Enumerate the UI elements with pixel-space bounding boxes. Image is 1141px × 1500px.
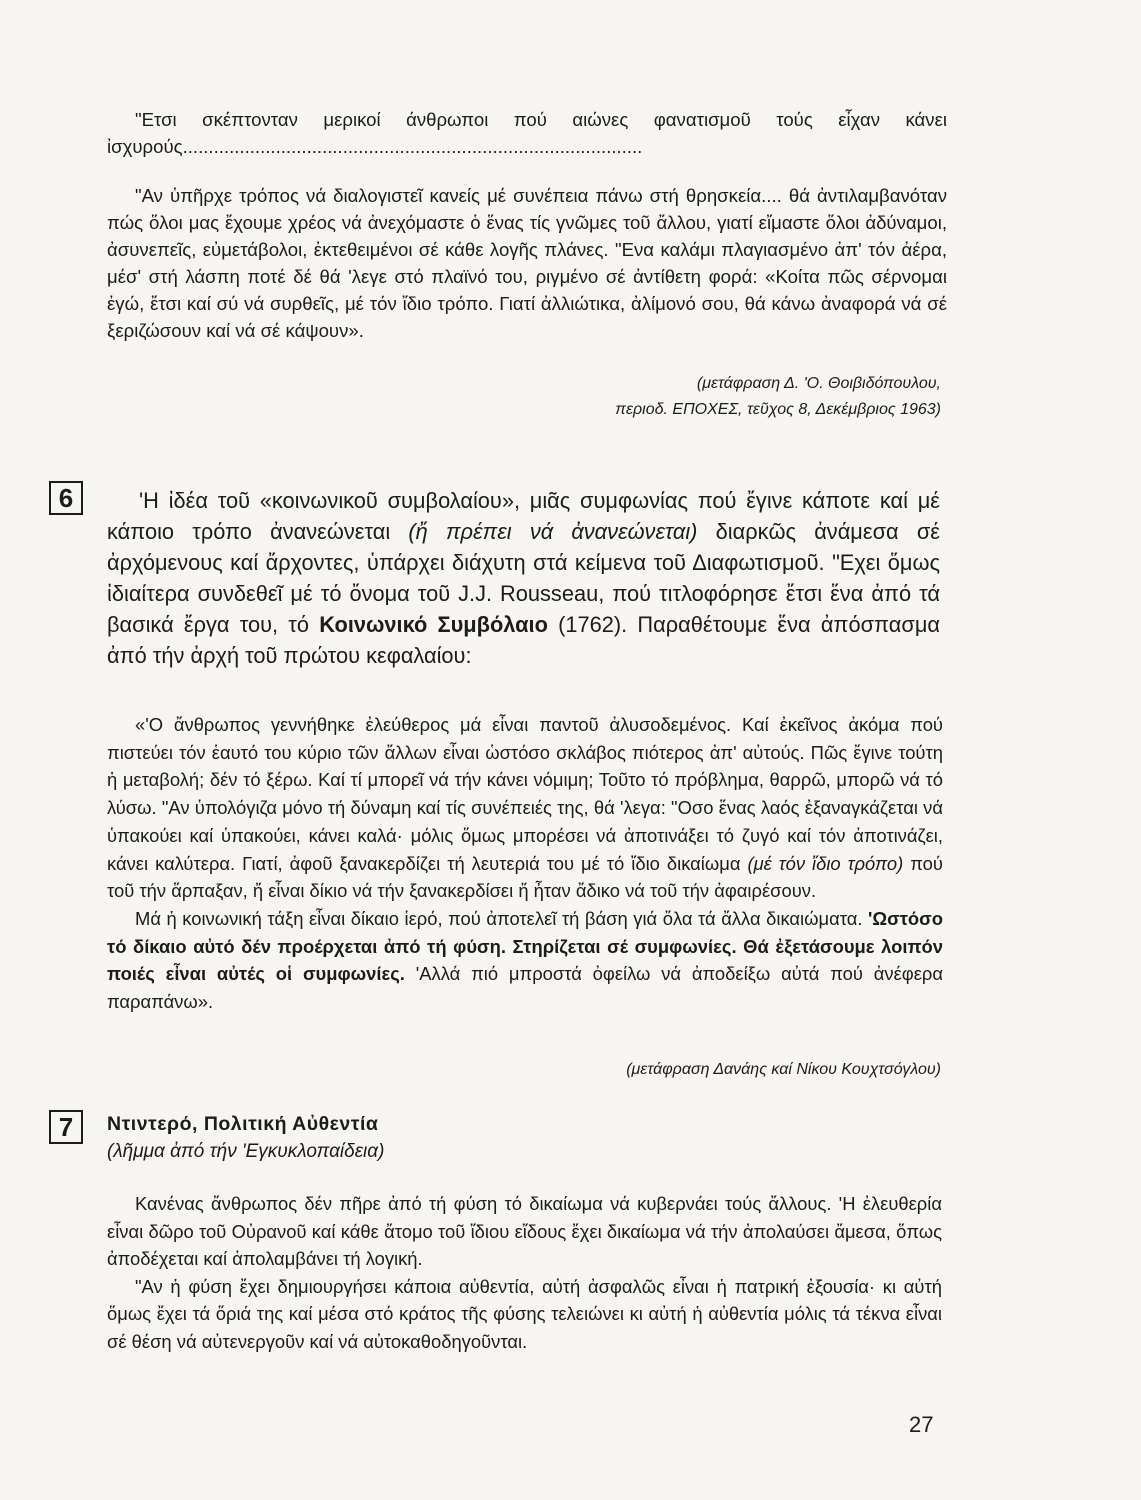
- rousseau-quote: [107, 711, 943, 1016]
- section-6-text-c: διαρκῶς ἀνάμεσα σέ ἀρχόμενους καί ἄρχοντες, ὑπάρχει διάχυτη στά κείμενα τοῦ Διαφωτισμοῦ. "Εχει ὅμως ἰδιαίτερα συνδεθεῖ μέ τό ὄνομα τοῦ J.J. Rousseau, πού τιτλοφόρησε ἔτσι ἕνα ἀπό τά βασικά ἔργα του, τό: [107, 519, 940, 637]
- section-6-number-box: 6: [49, 481, 83, 515]
- section-7-number-box: 7: [49, 1110, 83, 1144]
- section-6-intro: [107, 485, 940, 671]
- intro-citation-line-1: (μετάφραση Δ. 'Ο. Θοιβιδόπουλου,: [696, 375, 941, 392]
- quote-2-text-a: Μά ἡ κοινωνική τάξη εἶναι δίκαιο ἱερό, πού ἀποτελεῖ τή βάση γιά ὅλα τά ἄλλα δικαιώματα.: [135, 907, 863, 929]
- page-number: 27: [909, 1412, 934, 1437]
- section-6-book-title: Κοινωνικό Συμβόλαιο: [319, 612, 548, 637]
- section-7-paragraph-2: "Αν ἡ φύση ἔχει δημιουργήσει κάποια αὐθεντία, αὐτή ἀσφαλῶς εἶναι ἡ πατρική ἐξουσία· κι αὐτή ὅμως ἔχει τά ὅριά της καί μέσα στό κράτος τῆς φύσης τελειώνει κι αὐτή ἡ αὐθεντία μόλις τά τέκνα εἶναι σέ θέση νά αὐτενεργοῦν καί νά αὐτοκαθοδηγοῦνται.: [107, 1275, 942, 1352]
- quote-1-text-c: πού τοῦ τήν ἅρπαξαν, ἤ εἶναι δίκιο νά τήν ξανακερδίσει ἤ ἦταν ἄδικο νά τοῦ τήν ἀφαιρέσουν.: [107, 852, 943, 902]
- quote-2-bold: 'Ωστόσο τό δίκαιο αὐτό δέν προέρχεται ἀπό τή φύση. Στηρίζεται σέ συμφωνίες. Θά ἐξετάσουμε λοιπόν ποιές εἶναι αὐτές οἱ συμφωνίες.: [107, 907, 943, 985]
- quote-1-italic: (μέ τόν ἴδιο τρόπο): [747, 852, 904, 874]
- intro-paragraph-2: "Αν ὑπῆρχε τρόπος νά διαλογιστεῖ κανείς μέ συνέπεια πάνω στή θρησκεία.... θά ἀντιλαμβανόταν πώς ὅλοι μας ἔχουμε χρέος νά ἀνεχόμαστε ὁ ἕνας τίς γνῶμες τοῦ ἄλλου, γιατί εἴμαστε ὅλοι ἀδύναμοι, ἀσυνεπεῖς, εὐμετάβολοι, ἐκτεθειμένοι σέ κάθε λογῆς πλάνες. "Ενα καλάμι πλαγιασμένο ἀπ' τόν ἀέρα, μέσ' στή λάσπη ποτέ δέ θά 'λεγε στό πλαϊνό του, ριγμένο σέ ἀντίθετη φορά: «Κοίτα πῶς σέρνομαι ἐγώ, ἔτσι καί σύ νά συρθεῖς, μέ τόν ἴδιο τρόπο. Γιατί ἀλλιώτικα, ἀλίμονό σου, θά κάνω ἀναφορά νά σέ ξεριζώσουν καί νά σέ κάψουν».: [107, 185, 947, 341]
- section-6-text-a: 'Η ἰδέα τοῦ «κοινωνικοῦ συμβολαίου», μιᾶς συμφωνίας πού ἔγινε κάποτε καί μέ κάποιο τρόπο ἀνανεώνεται: [107, 488, 940, 544]
- intro-citation-line-2: περιοδ. ΕΠΟΧΕΣ, τεῦχος 8, Δεκέμβριος 1963): [615, 401, 941, 418]
- section-6-citation: (μετάφραση Δανάης καί Νίκου Κουχτσόγλου): [626, 1061, 941, 1078]
- quote-2-text-c: 'Αλλά πιό μπροστά ὀφείλω νά ἀποδείξω αὐτά πού ἀνέφερα παραπάνω».: [107, 963, 943, 1013]
- section-7-subtitle: (λῆμμα ἀπό τήν 'Εγκυκλοπαίδεια): [107, 1141, 385, 1162]
- section-6-text-italic: (ἤ πρέπει νά ἀνανεώνεται): [408, 519, 698, 544]
- intro-paragraph-1: "Ετσι σκέπτονταν μερικοί άνθρωποι πού αιώνες φανατισμοῦ τούς εἶχαν κάνει ἰσχυρούς.........................................................................................: [107, 109, 947, 157]
- intro-text: [107, 106, 947, 344]
- section-6-text-e: (1762). Παραθέτουμε ἕνα ἀπόσπασμα ἀπό τήν ἀρχή τοῦ πρώτου κεφαλαίου:: [107, 612, 940, 668]
- section-7-body: [107, 1190, 942, 1355]
- section-7-paragraph-1: Κανένας ἄνθρωπος δέν πῆρε ἀπό τή φύση τό δικαίωμα νά κυβερνάει τούς ἄλλους. 'Η ἐλευθερία εἶναι δῶρο τοῦ Οὐρανοῦ καί κάθε ἄτομο τοῦ ἴδιου εἴδους ἔχει δικαίωμα νά τήν ἀπολαύσει ἄμεσα, ὅπως ἀποδέχεται καί ἀπολαμβάνει τή λογική.: [107, 1193, 942, 1269]
- section-7-title: Ντιντερό, Πολιτική Αὐθεντία: [107, 1113, 379, 1135]
- quote-1-text-a: «'Ο ἄνθρωπος γεννήθηκε ἐλεύθερος μά εἶναι παντοῦ ἀλυσοδεμένος. Καί ἐκεῖνος ἀκόμα πού πιστεύει τόν ἑαυτό του κύριο τῶν ἄλλων εἶναι ὡστόσο σκλάβος πιότερος ἀπ' αὐτούς. Πῶς ἔγινε τούτη ἡ μεταβολή; δέν τό ξέρω. Καί τί μπορεῖ νά τήν κάνει νόμιμη; Τοῦτο τό πρόβλημα, θαρρῶ, μπορῶ νά τό λύσω. "Αν ὑπολόγιζα μόνο τή δύναμη καί τίς συνέπειές της, θά 'λεγα: "Οσο ἕνας λαός ἐξαναγκάζεται νά ὑπακούει καί ὑπακούει, κάνει καλά· μόλις ὅμως μπορέσει νά ἀποτινάξει τό ζυγό καί τόν ἀποτινάζει, κάνει καλύτερα. Γιατί, ἀφοῦ ξανακερδίζει τή λευτεριά του μέ τό ἴδιο δικαίωμα: [107, 714, 943, 874]
